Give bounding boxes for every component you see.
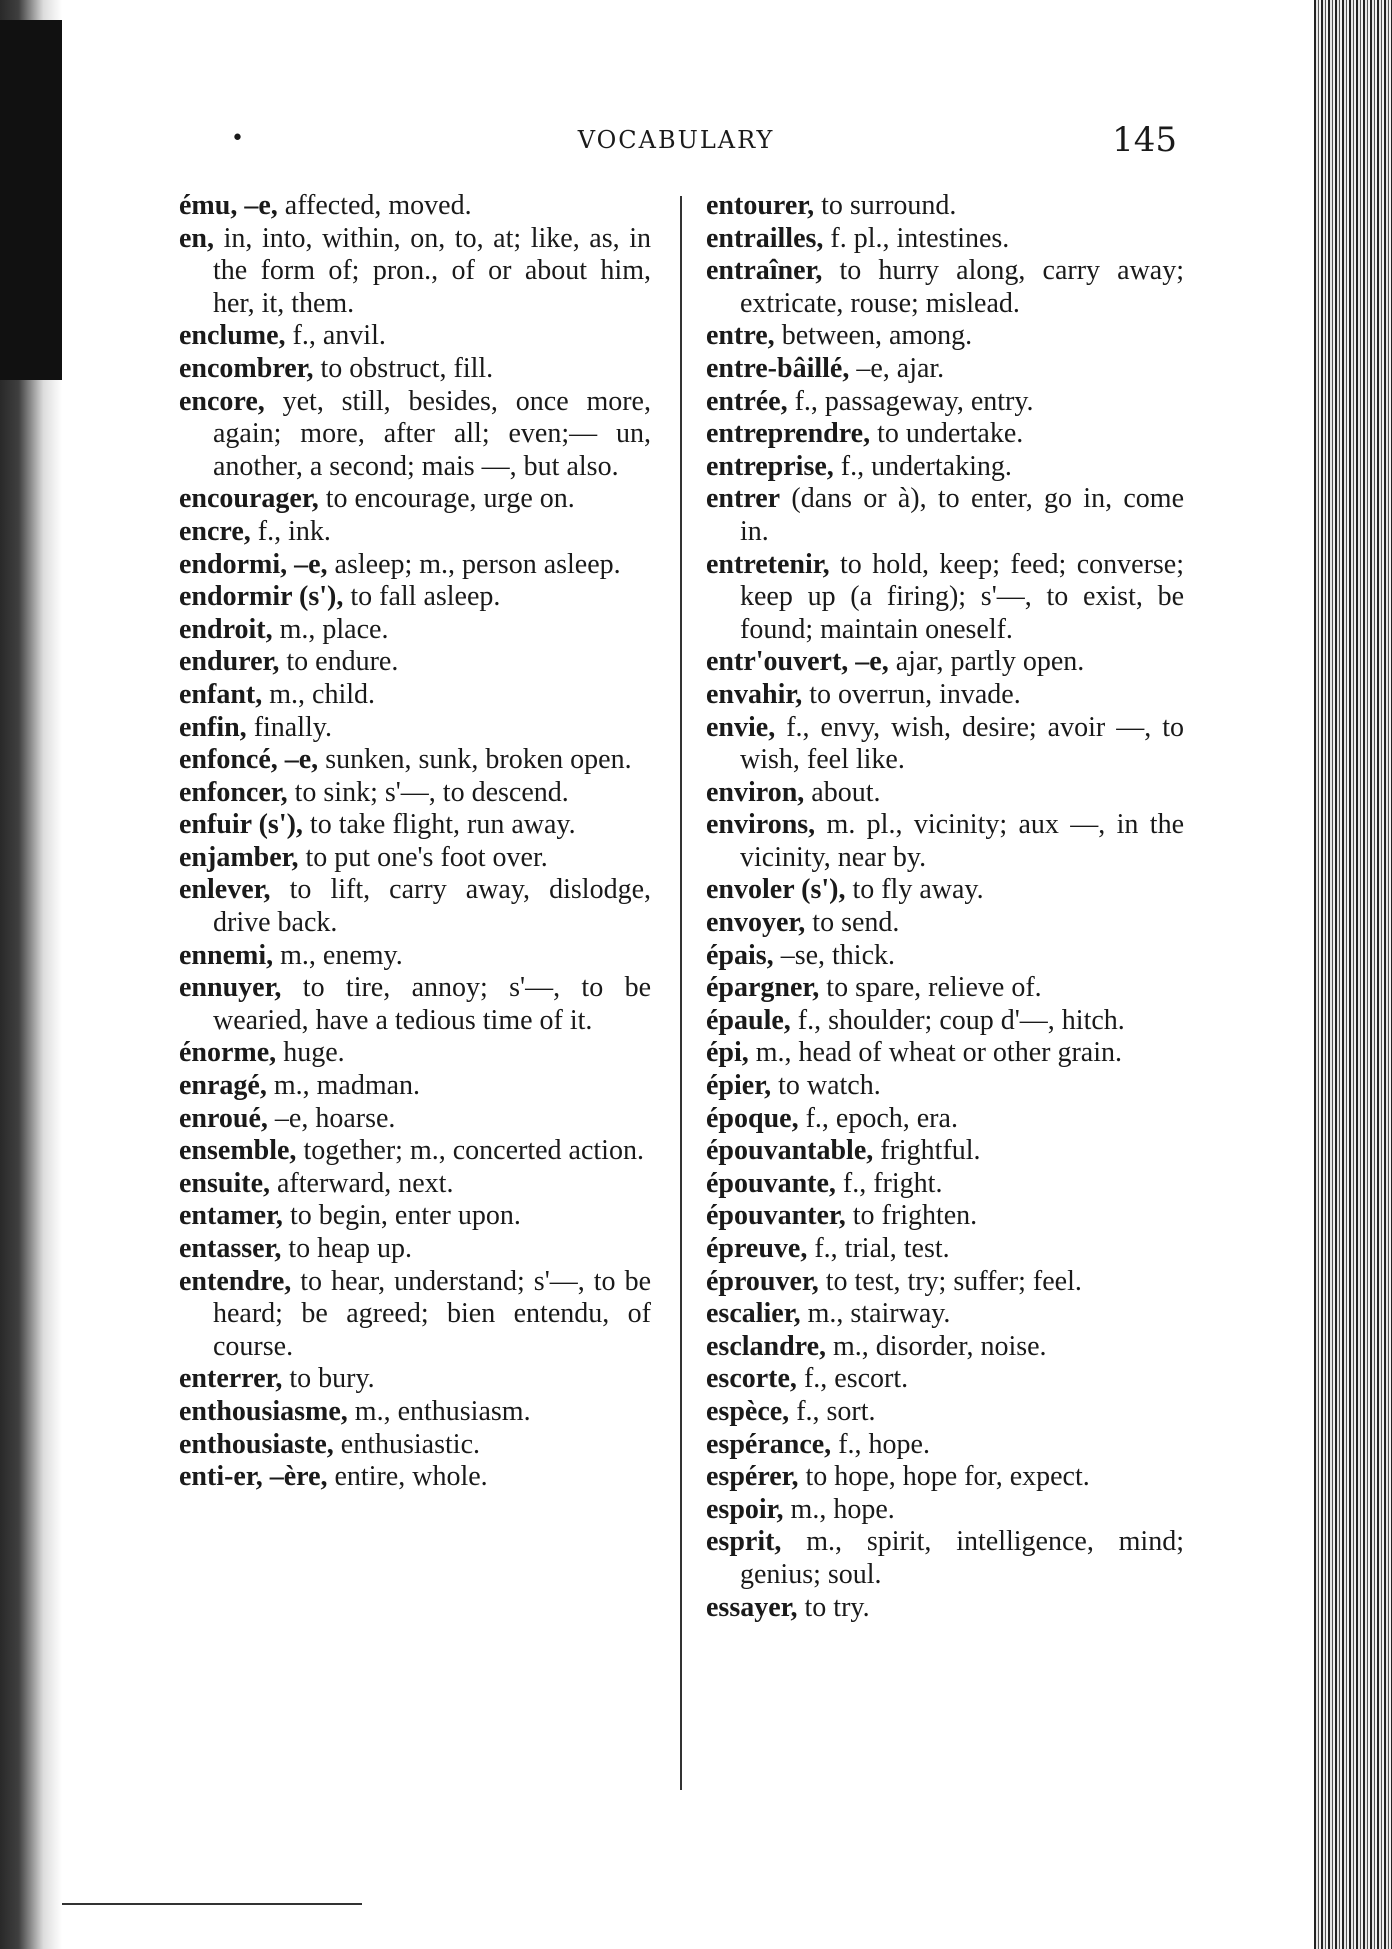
definition: to hope, hope for, expect. bbox=[798, 1461, 1090, 1493]
definition: to test, try; suffer; feel. bbox=[818, 1265, 1082, 1297]
headword: endormir (s'), bbox=[179, 581, 344, 613]
headword: entr'ouvert, –e, bbox=[706, 646, 889, 678]
definition: m., hope. bbox=[783, 1493, 895, 1525]
headword: enfoncer, bbox=[179, 776, 288, 808]
headword: époque, bbox=[706, 1102, 799, 1134]
vocab-entry bbox=[179, 1266, 651, 1364]
definition: entire, whole. bbox=[327, 1461, 488, 1493]
definition: together; m., concerted action. bbox=[296, 1135, 644, 1167]
vocab-entry bbox=[179, 679, 651, 712]
headword: entre, bbox=[706, 320, 775, 352]
definition: to overrun, invade. bbox=[802, 678, 1021, 710]
vocab-entry bbox=[179, 1233, 651, 1266]
vocab-entry bbox=[179, 777, 651, 810]
vocab-entry bbox=[706, 483, 1184, 548]
definition: f., ink. bbox=[250, 515, 331, 547]
definition: (dans or à), to enter, go in, come in. bbox=[740, 483, 1184, 547]
vocab-entry bbox=[706, 1233, 1184, 1266]
headword: enterrer, bbox=[179, 1363, 283, 1395]
vocab-entry bbox=[706, 777, 1184, 810]
headword: entrailles, bbox=[706, 222, 824, 254]
headword: encore, bbox=[179, 385, 265, 417]
vocab-entry bbox=[706, 223, 1184, 256]
headword: enfant, bbox=[179, 678, 263, 710]
headword: enthousiasme, bbox=[179, 1395, 348, 1427]
vocab-entry bbox=[179, 353, 651, 386]
definition: afterward, next. bbox=[270, 1167, 454, 1199]
vocab-entry bbox=[706, 1266, 1184, 1299]
definition: f., anvil. bbox=[285, 320, 386, 352]
vocab-entry bbox=[706, 1461, 1184, 1494]
definition: –e, ajar. bbox=[849, 352, 945, 384]
headword: encombrer, bbox=[179, 352, 314, 384]
vocab-entry bbox=[179, 1135, 651, 1168]
vocab-entry bbox=[179, 320, 651, 353]
definition: f., passageway, entry. bbox=[787, 385, 1034, 417]
definition: to put one's foot over. bbox=[298, 841, 548, 873]
vocab-entry bbox=[179, 874, 651, 939]
vocab-entry bbox=[179, 386, 651, 484]
headword: entamer, bbox=[179, 1200, 283, 1232]
headword: épier, bbox=[706, 1070, 772, 1102]
headword: entreprise, bbox=[706, 450, 834, 482]
headword: escorte, bbox=[706, 1363, 797, 1395]
vocab-entry bbox=[706, 1005, 1184, 1038]
definition: to bury. bbox=[282, 1363, 375, 1395]
column-divider bbox=[680, 196, 682, 1790]
headword: endurer, bbox=[179, 646, 280, 678]
definition: m., child. bbox=[262, 678, 375, 710]
definition: asleep; m., person asleep. bbox=[327, 548, 621, 580]
headword: entretenir, bbox=[706, 548, 830, 580]
headword: épouvante, bbox=[706, 1167, 836, 1199]
definition: finally. bbox=[246, 711, 332, 743]
definition: m., enemy. bbox=[273, 939, 403, 971]
headword: envahir, bbox=[706, 678, 803, 710]
vocab-entry bbox=[179, 744, 651, 777]
vocab-entry bbox=[706, 940, 1184, 973]
vocab-entry bbox=[179, 516, 651, 549]
headword: épaule, bbox=[706, 1004, 791, 1036]
vocab-entry bbox=[706, 1592, 1184, 1625]
definition: f., hope. bbox=[831, 1428, 930, 1460]
definition: to hear, understand; s'—, to be heard; be agreed; bien entendu, of course. bbox=[213, 1265, 651, 1362]
headword: escalier, bbox=[706, 1298, 801, 1330]
definition: f., sort. bbox=[789, 1395, 876, 1427]
definition: to hurry along, carry away; extricate, rouse; mislead. bbox=[740, 255, 1184, 319]
vocab-entry bbox=[706, 1494, 1184, 1527]
headword: entasser, bbox=[179, 1233, 282, 1264]
definition: to try. bbox=[797, 1591, 870, 1623]
definition: affected, moved. bbox=[277, 190, 472, 221]
vocab-entry bbox=[179, 1363, 651, 1396]
vocab-entry bbox=[179, 581, 651, 614]
definition: frightful. bbox=[873, 1135, 981, 1167]
definition: to watch. bbox=[771, 1070, 881, 1102]
vocab-entry bbox=[179, 646, 651, 679]
definition: to send. bbox=[805, 907, 900, 939]
definition: to surround. bbox=[814, 190, 957, 221]
vocab-entry bbox=[706, 1070, 1184, 1103]
definition: to obstruct, fill. bbox=[313, 352, 494, 384]
header-dot: • bbox=[231, 126, 244, 151]
vocab-entry bbox=[706, 255, 1184, 320]
headword: environs, bbox=[706, 809, 816, 841]
vocab-entry bbox=[706, 1331, 1184, 1364]
left-column bbox=[179, 190, 651, 1494]
headword: enfuir (s'), bbox=[179, 809, 303, 841]
page-header bbox=[175, 120, 1177, 164]
vocab-entry bbox=[706, 646, 1184, 679]
headword: épouvanter, bbox=[706, 1200, 846, 1232]
vocab-entry bbox=[179, 842, 651, 875]
vocab-entry bbox=[706, 1298, 1184, 1331]
vocab-entry bbox=[706, 1396, 1184, 1429]
definition: huge. bbox=[276, 1037, 345, 1069]
headword: espèce, bbox=[706, 1395, 790, 1427]
definition: m. pl., vicinity; aux —, in the vicinity, near by. bbox=[740, 809, 1184, 873]
vocab-entry bbox=[179, 1168, 651, 1201]
definition: m., place. bbox=[272, 613, 389, 645]
vocab-entry bbox=[706, 451, 1184, 484]
vocab-entry bbox=[179, 483, 651, 516]
headword: enthousiaste, bbox=[179, 1428, 334, 1460]
definition: to spare, relieve of. bbox=[819, 972, 1042, 1004]
headword: ensemble, bbox=[179, 1135, 297, 1167]
vocab-entry bbox=[179, 1396, 651, 1429]
vocab-entry bbox=[179, 940, 651, 973]
vocab-entry bbox=[706, 418, 1184, 451]
vocab-entry bbox=[179, 972, 651, 1037]
definition: m., spirit, intelligence, mind; genius; soul. bbox=[740, 1526, 1184, 1590]
definition: to encourage, urge on. bbox=[318, 483, 575, 515]
headword: enfin, bbox=[179, 711, 247, 743]
definition: m., disorder, noise. bbox=[826, 1330, 1047, 1362]
headword: entre-bâillé, bbox=[706, 352, 850, 384]
definition: m., enthusiasm. bbox=[347, 1395, 531, 1427]
definition: f., epoch, era. bbox=[798, 1102, 958, 1134]
headword: enclume, bbox=[179, 320, 286, 352]
headword: entrer bbox=[706, 483, 781, 515]
headword: ému, –e, bbox=[179, 190, 278, 221]
headword: enroué, bbox=[179, 1102, 268, 1134]
definition: about. bbox=[804, 776, 881, 808]
vocab-entry bbox=[706, 353, 1184, 386]
definition: to fall asleep. bbox=[343, 581, 501, 613]
vocab-entry bbox=[179, 1037, 651, 1070]
headword: épouvantable, bbox=[706, 1135, 874, 1167]
vocab-entry bbox=[179, 712, 651, 745]
vocab-entry bbox=[179, 549, 651, 582]
definition: in, into, within, on, to, at; like, as, in the form of; pron., of or about him, her, it, them. bbox=[213, 222, 651, 319]
headword: environ, bbox=[706, 776, 805, 808]
vocab-entry bbox=[706, 1168, 1184, 1201]
definition: to heap up. bbox=[281, 1233, 413, 1264]
headword: entendre, bbox=[179, 1265, 292, 1297]
vocab-entry bbox=[706, 907, 1184, 940]
definition: to fly away. bbox=[845, 874, 984, 906]
headword: en, bbox=[179, 222, 214, 254]
definition: f., trial, test. bbox=[807, 1233, 950, 1264]
vocab-entry bbox=[179, 190, 651, 223]
headword: esprit, bbox=[706, 1526, 782, 1558]
headword: encourager, bbox=[179, 483, 319, 515]
vocab-entry bbox=[706, 874, 1184, 907]
vocab-entry bbox=[179, 1200, 651, 1233]
definition: to undertake. bbox=[870, 418, 1024, 450]
vocab-entry bbox=[706, 809, 1184, 874]
definition: ajar, partly open. bbox=[888, 646, 1085, 678]
definition: enthusiastic. bbox=[333, 1428, 480, 1460]
bottom-rule bbox=[62, 1903, 362, 1905]
definition: f., envy, wish, desire; avoir —, to wish, feel like. bbox=[740, 711, 1184, 776]
vocab-entry bbox=[706, 549, 1184, 647]
headword: enti-er, –ère, bbox=[179, 1461, 328, 1493]
vocab-entry bbox=[179, 1103, 651, 1136]
headword: entraîner, bbox=[706, 255, 823, 287]
definition: to frighten. bbox=[845, 1200, 978, 1232]
vocab-entry bbox=[706, 190, 1184, 223]
definition: f., shoulder; coup d'—, hitch. bbox=[790, 1004, 1125, 1036]
headword: esclandre, bbox=[706, 1330, 827, 1362]
headword: encre, bbox=[179, 515, 251, 547]
headword: essayer, bbox=[706, 1591, 798, 1623]
binding-mark bbox=[0, 20, 62, 380]
headword: énorme, bbox=[179, 1037, 277, 1069]
headword: entreprendre, bbox=[706, 418, 871, 450]
headword: espérance, bbox=[706, 1428, 832, 1460]
definition: to lift, carry away, dislodge, drive back. bbox=[213, 874, 651, 939]
vocab-entry bbox=[706, 1429, 1184, 1462]
vocab-entry bbox=[706, 1135, 1184, 1168]
definition: to endure. bbox=[279, 646, 399, 678]
headword: enragé, bbox=[179, 1070, 267, 1102]
definition: to sink; s'—, to descend. bbox=[287, 776, 569, 808]
headword: endormi, –e, bbox=[179, 548, 328, 580]
headword: envoler (s'), bbox=[706, 874, 846, 906]
headword: enjamber, bbox=[179, 841, 299, 873]
vocab-entry bbox=[179, 223, 651, 321]
vocab-entry bbox=[179, 614, 651, 647]
definition: f., undertaking. bbox=[833, 450, 1012, 482]
definition: m., madman. bbox=[266, 1070, 421, 1102]
vocab-entry bbox=[706, 679, 1184, 712]
headword: épais, bbox=[706, 939, 774, 971]
definition: to take flight, run away. bbox=[302, 809, 576, 841]
definition: f., escort. bbox=[796, 1363, 909, 1395]
definition: f. pl., intestines. bbox=[823, 222, 1010, 254]
headword: espérer, bbox=[706, 1461, 799, 1493]
vocab-entry bbox=[706, 386, 1184, 419]
headword: enfoncé, –e, bbox=[179, 744, 319, 776]
right-column bbox=[706, 190, 1184, 1624]
definition: to begin, enter upon. bbox=[282, 1200, 521, 1232]
definition: m., head of wheat or other grain. bbox=[748, 1037, 1122, 1069]
vocab-entry bbox=[706, 1037, 1184, 1070]
headword: entrée, bbox=[706, 385, 788, 417]
definition: sunken, sunk, broken open. bbox=[318, 744, 632, 776]
headword: entourer, bbox=[706, 190, 815, 221]
vocab-entry bbox=[179, 1461, 651, 1494]
headword: épargner, bbox=[706, 972, 820, 1004]
vocab-entry bbox=[706, 1103, 1184, 1136]
definition: yet, still, besides, once more, again; more, after all; even;— un, another, a second; mais —, but also. bbox=[213, 385, 651, 482]
definition: to tire, annoy; s'—, to be wearied, have a tedious time of it. bbox=[213, 972, 651, 1036]
vocab-entry bbox=[706, 712, 1184, 777]
vocab-entry bbox=[179, 1070, 651, 1103]
definition: –se, thick. bbox=[773, 939, 895, 971]
vocab-entry bbox=[179, 809, 651, 842]
page-edge-stripes bbox=[1314, 0, 1392, 1949]
headword: épi, bbox=[706, 1037, 749, 1069]
vocab-entry bbox=[706, 1200, 1184, 1233]
running-head: VOCABULARY bbox=[577, 126, 775, 154]
headword: enlever, bbox=[179, 874, 271, 906]
headword: envoyer, bbox=[706, 907, 806, 939]
headword: ennuyer, bbox=[179, 972, 282, 1004]
headword: envie, bbox=[706, 711, 776, 743]
vocab-entry bbox=[706, 1363, 1184, 1396]
definition: to hold, keep; feed; converse; keep up (a firing); s'—, to exist, be found; maintain oneself. bbox=[740, 548, 1184, 645]
vocab-entry bbox=[706, 320, 1184, 353]
headword: endroit, bbox=[179, 613, 273, 645]
definition: –e, hoarse. bbox=[267, 1102, 396, 1134]
definition: m., stairway. bbox=[800, 1298, 951, 1330]
page-number: 145 bbox=[1112, 120, 1177, 160]
vocab-entry bbox=[179, 1429, 651, 1462]
headword: ennemi, bbox=[179, 939, 274, 971]
headword: espoir, bbox=[706, 1493, 784, 1525]
definition: between, among. bbox=[774, 320, 973, 352]
vocab-entry bbox=[706, 972, 1184, 1005]
headword: éprouver, bbox=[706, 1265, 819, 1297]
headword: épreuve, bbox=[706, 1233, 808, 1264]
headword: ensuite, bbox=[179, 1167, 270, 1199]
vocab-entry bbox=[706, 1526, 1184, 1591]
definition: f., fright. bbox=[835, 1167, 943, 1199]
